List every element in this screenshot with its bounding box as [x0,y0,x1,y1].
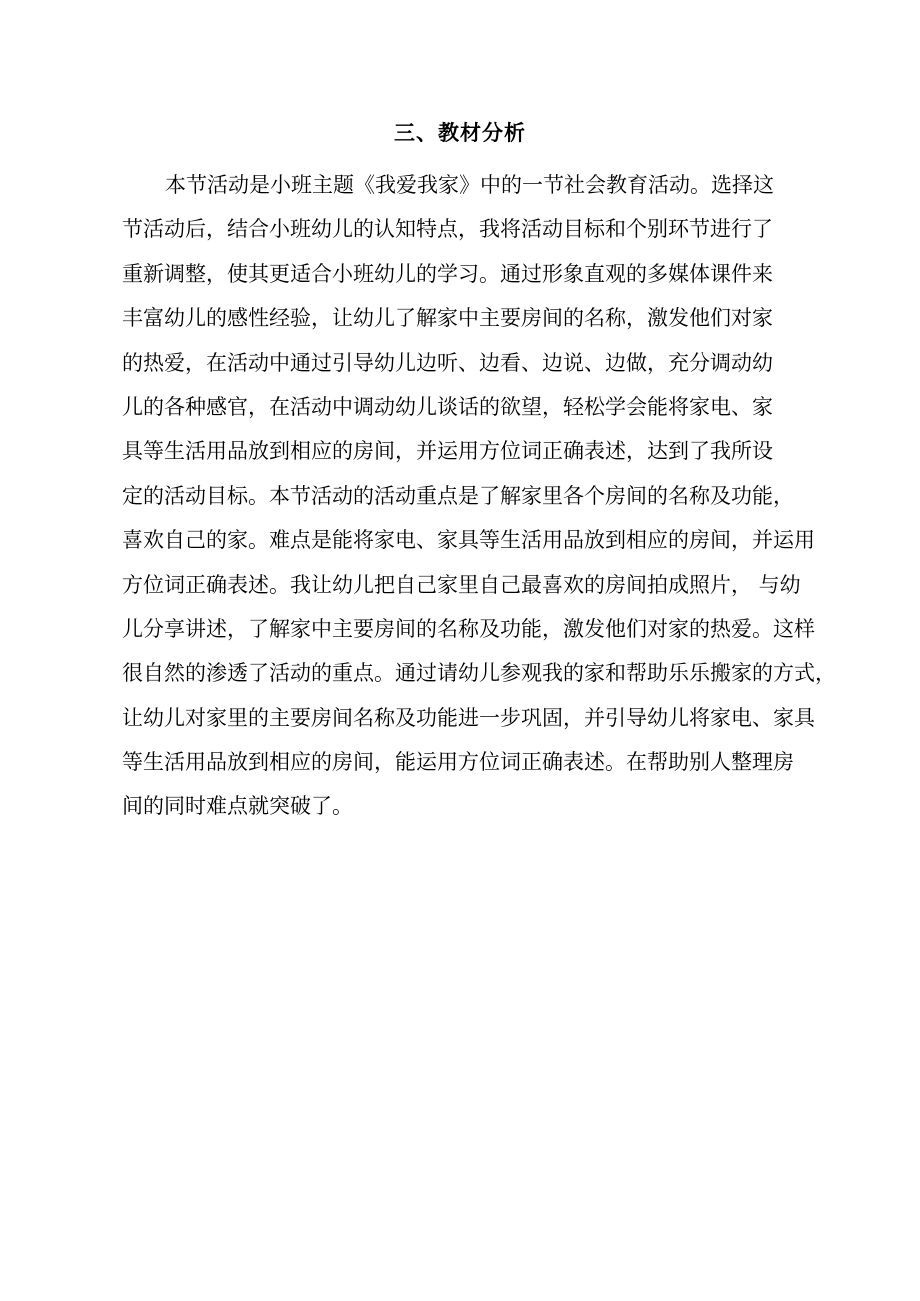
paragraph-line: 定的活动目标。本节活动的活动重点是了解家里各个房间的名称及功能， [122,483,794,508]
paragraph-line: 本节活动是小班主题《我爱我家》中的一节社会教育活动。选择这 [165,173,774,197]
paragraph-line: 丰富幼儿的感性经验，让幼儿了解家中主要房间的名称，激发他们对家 [122,306,773,331]
paragraph-line: 让幼儿对家里的主要房间名称及功能进一步巩固，并引导幼儿将家电、家具 [122,705,815,730]
section-heading: 三、教材分析 [394,121,526,145]
paragraph-line: 间的同时难点就突破了。 [122,794,353,819]
paragraph-line: 儿的各种感官，在活动中调动幼儿谈话的欲望，轻松学会能将家电、家 [122,394,773,419]
paragraph-line: 等生活用品放到相应的房间，能运用方位词正确表述。在帮助别人整理房 [122,750,794,775]
paragraph-line: 重新调整，使其更适合小班幼儿的学习。通过形象直观的多媒体课件来 [122,261,773,286]
paragraph-line: 方位词正确表述。我让幼儿把自己家里自己最喜欢的房间拍成照片， 与幼 [122,572,801,597]
paragraph-line: 儿分享讲述，了解家中主要房间的名称及功能，激发他们对家的热爱。这样 [122,616,815,641]
paragraph-line: 节活动后，结合小班幼儿的认知特点，我将活动目标和个别环节进行了 [122,217,773,242]
paragraph-line: 的热爱，在活动中通过引导幼儿边听、边看、边说、边做，充分调动幼 [122,350,773,375]
paragraph-line: 喜欢自己的家。难点是能将家电、家具等生活用品放到相应的房间，并运用 [122,528,815,553]
paragraph-line: 具等生活用品放到相应的房间，并运用方位词正确表述，达到了我所设 [122,439,773,464]
paragraph-line: 很自然的渗透了活动的重点。通过请幼儿参观我的家和帮助乐乐搬家的方式， [122,661,836,686]
body-paragraph [122,168,842,834]
